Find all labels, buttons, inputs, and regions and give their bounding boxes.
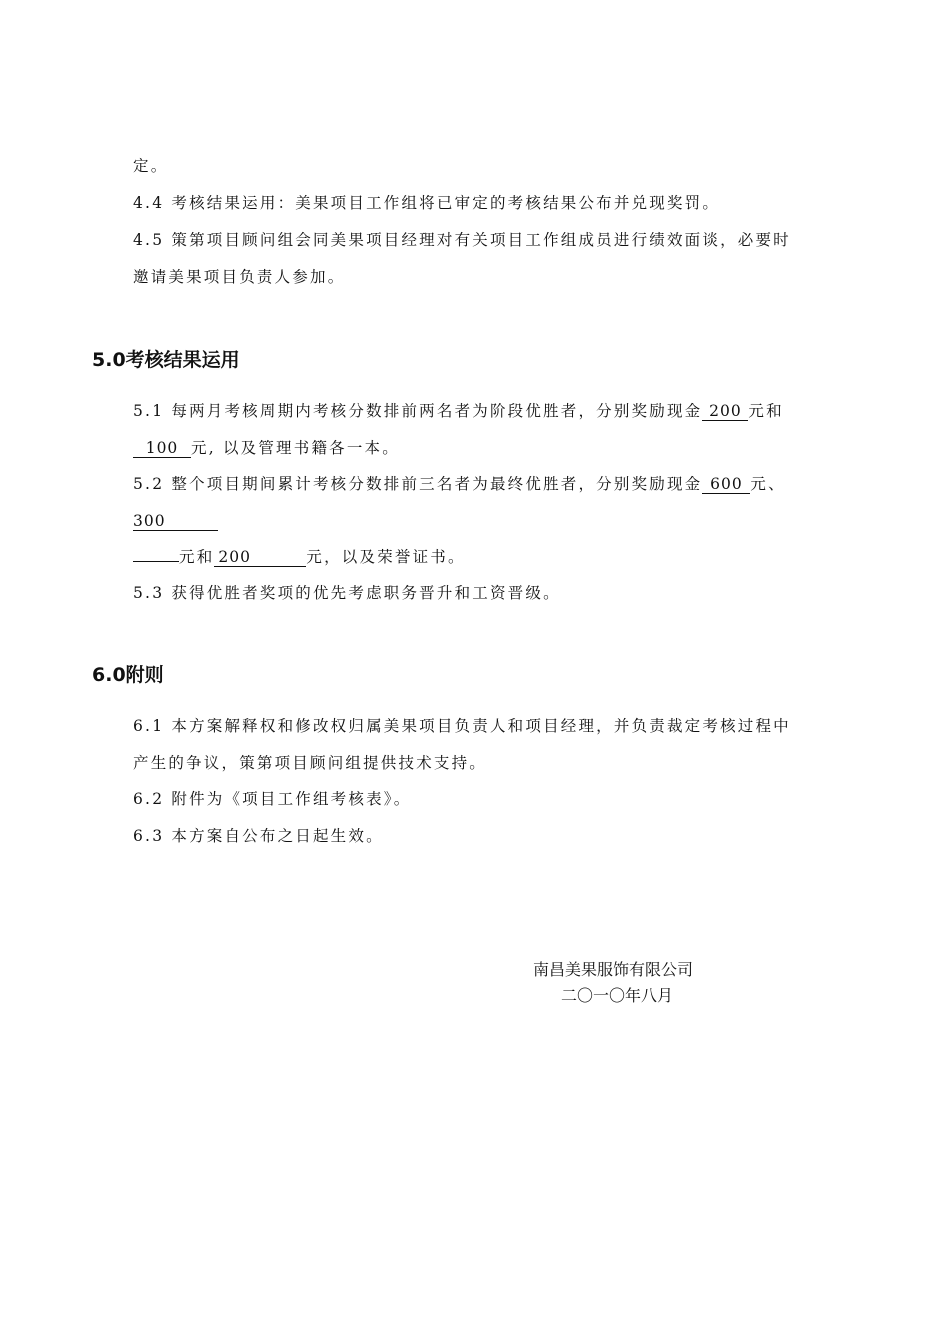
paragraph-5-1-text-a: 5.1 每两月考核周期内考核分数排前两名者为阶段优胜者，分别奖励现金 [133, 402, 703, 420]
reward-amount-final-first: 600 [702, 476, 750, 494]
paragraph-5-1-line2 [133, 438, 400, 458]
paragraph-5-1-text-b: 元和 [748, 402, 784, 420]
reward-amount-final-second: 300 [133, 513, 218, 531]
paragraph-5-1-text-c: 元, 以及管理书籍各一本。 [191, 439, 400, 457]
paragraph-5-2-text-b: 元、 [750, 475, 786, 493]
paragraph-5-2-text-c: 元和 [179, 548, 215, 566]
paragraph-4-5-line1: 4.5 策第项目顾问组会同美果项目经理对有关项目工作组成员进行绩效面谈，必要时 [133, 231, 791, 249]
paragraph-6-1-line1: 6.1 本方案解释权和修改权归属美果项目负责人和项目经理，并负责裁定考核过程中 [133, 717, 791, 735]
paragraph-5-2-text-a: 5.2 整个项目期间累计考核分数排前三名者为最终优胜者，分别奖励现金 [133, 475, 703, 493]
paragraph-5-2-line3 [133, 547, 466, 567]
paragraph-6-2: 6.2 附件为《项目工作组考核表》。 [133, 790, 412, 808]
paragraph-5-2-text-d: 元，以及荣誉证书。 [306, 548, 466, 566]
company-name: 南昌美果服饰有限公司 [533, 960, 694, 979]
document-date: 二〇一〇年八月 [561, 986, 674, 1005]
paragraph-5-1-line1 [133, 401, 784, 421]
paragraph-5-2-line1 [133, 474, 786, 494]
paragraph-6-1-line2: 产生的争议，策第项目顾问组提供技术支持。 [133, 754, 488, 772]
reward-amount-final-third: 200 [214, 549, 306, 567]
paragraph-4-5-line2: 邀请美果项目负责人参加。 [133, 268, 346, 286]
paragraph-6-3: 6.3 本方案自公布之日起生效。 [133, 827, 384, 845]
section-5-heading: 5.0考核结果运用 [92, 349, 240, 371]
reward-amount-stage-first: 200 [702, 403, 748, 421]
paragraph-5-3: 5.3 获得优胜者奖项的优先考虑职务晋升和工资晋级。 [133, 584, 561, 602]
underline-blank [133, 561, 179, 562]
section-6-heading: 6.0附则 [92, 664, 164, 686]
reward-amount-stage-second: 100 [133, 440, 191, 458]
paragraph-4-4: 4.4 考核结果运用：美果项目工作组将已审定的考核结果公布并兑现奖罚。 [133, 194, 721, 212]
paragraph-4-3-continuation: 定。 [133, 157, 169, 175]
paragraph-5-2-line2 [133, 511, 218, 531]
